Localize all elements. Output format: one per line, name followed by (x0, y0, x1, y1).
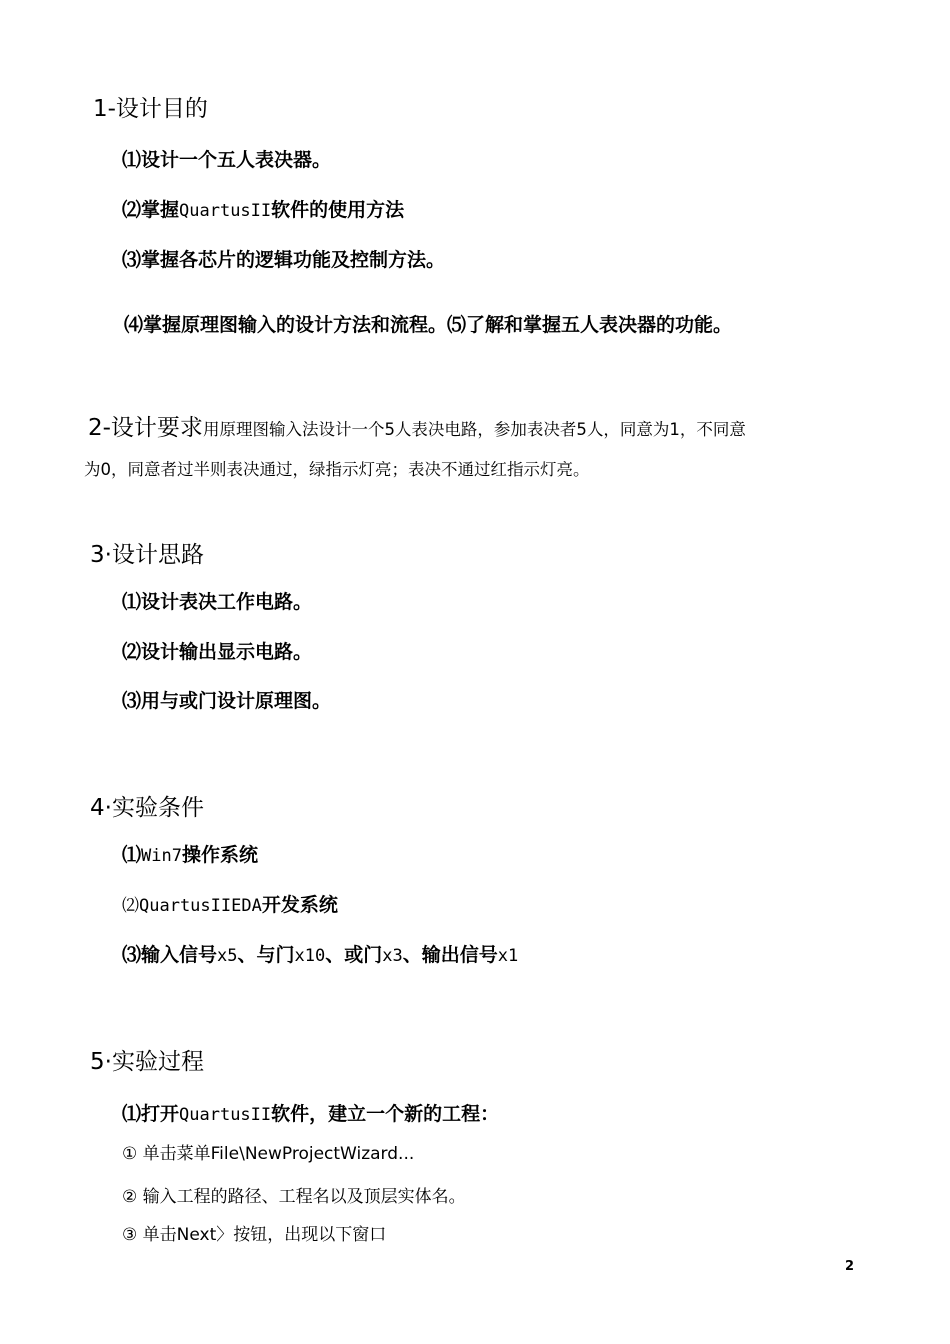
step-1: ① 单击菜单File\NewProjectWizard... (122, 1144, 415, 1164)
eda-name: QuartusIIEDA (139, 896, 262, 916)
section-4-item-2 (122, 896, 338, 915)
section-5-item-1 (122, 1105, 499, 1124)
software-name-2: QuartusII (179, 1105, 272, 1125)
section-2-heading: 2-设计要求 (88, 415, 203, 441)
section-2-text-2: 为0，同意者过半则表决通过，绿指示灯亮；表决不通过红指示灯亮。 (84, 460, 590, 479)
section-1-item-3: ⑶掌握各芯片的逻辑功能及控制方法。 (122, 249, 446, 271)
os-name: Win7 (141, 846, 182, 866)
section-1-item-1: ⑴设计一个五人表决器。 (122, 149, 332, 171)
section-1-item-2-suffix: 软件的使用方法 (271, 199, 405, 221)
section-4-item-3 (122, 946, 518, 965)
section-3-heading: 3·设计思路 (90, 542, 204, 568)
section-4-item-1-num: ⑴ (122, 844, 142, 866)
input-signal-label: ⑶输入信号 (122, 944, 218, 966)
input-signal-count: x5 (217, 946, 238, 966)
and-gate-count: x10 (294, 946, 326, 966)
section-5-heading: 5·实验过程 (90, 1049, 204, 1075)
output-signal-label: 、输出信号 (402, 944, 498, 966)
section-1-item-4: ⑷掌握原理图输入的设计方法和流程。⑸了解和掌握五人表决器的功能。 (124, 314, 733, 336)
section-5-item-1-prefix: ⑴打开 (122, 1103, 180, 1125)
step-2: ② 输入工程的路径、工程名以及顶层实体名。 (122, 1187, 466, 1207)
software-name: QuartusII (179, 201, 272, 221)
section-3-item-2: ⑵设计输出显示电路。 (122, 641, 313, 663)
page-number: 2 (845, 1259, 855, 1274)
or-gate-label: 、或门 (325, 944, 383, 966)
section-3-item-3: ⑶用与或门设计原理图。 (122, 690, 332, 712)
section-5-item-1-suffix: 软件，建立一个新的工程： (271, 1103, 500, 1125)
step-3: ③ 单击Next〉按钮，出现以下窗口 (122, 1225, 387, 1245)
section-4-heading: 4·实验条件 (90, 795, 204, 821)
section-2-line-1 (88, 417, 746, 440)
output-signal-count: x1 (497, 946, 519, 966)
section-1-item-2-prefix: ⑵掌握 (122, 199, 180, 221)
section-2-text-1: 用原理图输入法设计一个5人表决电路，参加表决者5人，同意为1，不同意 (202, 420, 746, 439)
section-1-heading: 1-设计目的 (93, 96, 208, 122)
section-4-item-2-suffix: 开发系统 (261, 894, 338, 916)
or-gate-count: x3 (382, 946, 403, 966)
section-3-item-1: ⑴设计表决工作电路。 (122, 591, 313, 613)
section-4-item-2-num: ⑵ (122, 896, 139, 916)
section-4-item-1 (122, 846, 258, 865)
and-gate-label: 、与门 (237, 944, 295, 966)
section-4-item-1-suffix: 操作系统 (181, 844, 258, 866)
section-1-item-2 (122, 201, 404, 220)
